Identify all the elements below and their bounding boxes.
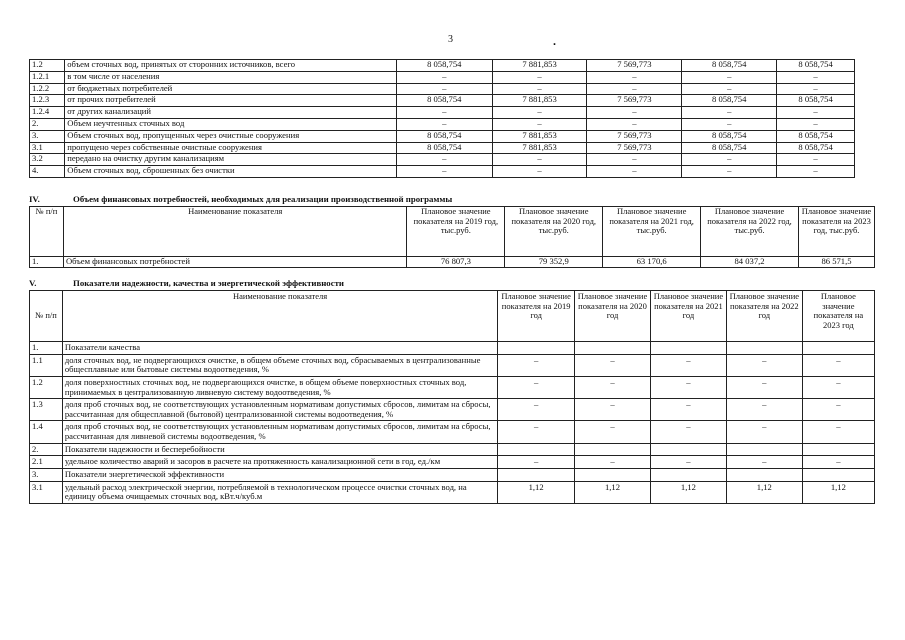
table-row: [30, 376, 875, 398]
cell-value: –: [396, 107, 492, 119]
cell-value: 8 058,754: [396, 142, 492, 154]
row-name: от бюджетных потребителей: [65, 83, 397, 95]
row-number: 1.: [30, 342, 63, 355]
cell-value: [726, 342, 802, 355]
cell-value: –: [682, 166, 777, 178]
section-title: Показатели надежности, качества и энергетической эффективности: [73, 278, 344, 288]
cell-value: 8 058,754: [396, 95, 492, 107]
cell-value: –: [726, 399, 802, 421]
cell-value: [650, 443, 726, 456]
group-row: [30, 342, 875, 355]
row-name: Объем финансовых потребностей: [63, 257, 406, 268]
cell-value: –: [498, 456, 575, 469]
cell-value: [650, 342, 726, 355]
cell-value: –: [650, 376, 726, 398]
row-number: 3.2: [30, 154, 65, 166]
cell-value: –: [587, 71, 682, 83]
table-wastewater-volume: [29, 59, 855, 178]
row-number: 4.: [30, 166, 65, 178]
cell-value: –: [650, 421, 726, 443]
cell-value: –: [777, 83, 855, 95]
row-name: доля сточных вод, не подвергающихся очистке, в общем объеме сточных вод, сбрасываемых в централизованные общесплавные или бытовые системы водоотведения, %: [62, 354, 497, 376]
row-name: удельное количество аварий и засоров в расчете на протяженность канализационной сети в год, ед./км: [62, 456, 497, 469]
cell-value: 7 569,773: [587, 60, 682, 72]
header-year: Плановое значение показателя на 2019 год: [498, 291, 575, 342]
cell-value: [802, 468, 874, 481]
row-number: 1.2.3: [30, 95, 65, 107]
cell-value: –: [682, 71, 777, 83]
cell-value: –: [492, 118, 587, 130]
row-number: 3.: [30, 130, 65, 142]
header-year: Плановое значение показателя на 2021 год: [650, 291, 726, 342]
cell-value: 8 058,754: [777, 60, 855, 72]
table-row: [30, 118, 855, 130]
cell-value: –: [802, 354, 874, 376]
cell-value: –: [777, 166, 855, 178]
table-reliability-indicators: [29, 290, 875, 504]
cell-value: –: [498, 376, 575, 398]
cell-value: 1,12: [802, 481, 874, 503]
cell-value: –: [726, 376, 802, 398]
cell-value: –: [396, 71, 492, 83]
cell-value: [575, 443, 651, 456]
cell-value: 1,12: [575, 481, 651, 503]
cell-value: 76 807,3: [407, 257, 505, 268]
cell-value: [498, 342, 575, 355]
cell-value: –: [587, 107, 682, 119]
cell-value: –: [396, 166, 492, 178]
cell-value: 86 571,5: [798, 257, 874, 268]
cell-value: –: [575, 354, 651, 376]
cell-value: 8 058,754: [682, 95, 777, 107]
table-row: [30, 71, 855, 83]
cell-value: 84 037,2: [701, 257, 799, 268]
row-number: 1.4: [30, 421, 63, 443]
cell-value: –: [587, 118, 682, 130]
cell-value: –: [492, 166, 587, 178]
cell-value: 8 058,754: [777, 130, 855, 142]
mark: .: [553, 34, 556, 48]
header-year: Плановое значение показателя на 2019 год, тыс.руб.: [407, 207, 505, 257]
row-name: объем сточных вод, принятых от сторонних источников, всего: [65, 60, 397, 72]
cell-value: –: [498, 354, 575, 376]
cell-value: –: [802, 399, 874, 421]
cell-value: 7 569,773: [587, 95, 682, 107]
cell-value: [498, 443, 575, 456]
cell-value: –: [396, 118, 492, 130]
cell-value: –: [492, 154, 587, 166]
header-name: Наименование показателя: [63, 207, 406, 257]
table-row: [30, 107, 855, 119]
table-row: [30, 130, 855, 142]
row-name: в том числе от населения: [65, 71, 397, 83]
cell-value: [575, 468, 651, 481]
cell-value: 8 058,754: [682, 60, 777, 72]
table-row: [30, 354, 875, 376]
cell-value: –: [587, 83, 682, 95]
cell-value: 1,12: [650, 481, 726, 503]
cell-value: –: [777, 107, 855, 119]
cell-value: –: [575, 399, 651, 421]
header-year: Плановое значение показателя на 2023 год: [802, 291, 874, 342]
cell-value: [498, 468, 575, 481]
cell-value: 8 058,754: [777, 142, 855, 154]
cell-value: [802, 342, 874, 355]
cell-value: –: [492, 71, 587, 83]
header-year: Плановое значение показателя на 2023 год, тыс.руб.: [798, 207, 874, 257]
row-name: доля проб сточных вод, не соответствующих установленным нормативам допустимых сбросов, лимитам на сбросы, рассчитанная для ливневой системы водоотведения, %: [62, 421, 497, 443]
cell-value: –: [726, 456, 802, 469]
section-4-heading: [29, 194, 452, 204]
row-number: 1.2.2: [30, 83, 65, 95]
row-number: 1.2: [30, 376, 63, 398]
cell-value: –: [498, 421, 575, 443]
cell-value: –: [575, 376, 651, 398]
cell-value: 7 569,773: [587, 130, 682, 142]
cell-value: –: [682, 83, 777, 95]
row-number: 1.2.1: [30, 71, 65, 83]
header-year: Плановое значение показателя на 2020 год: [575, 291, 651, 342]
table-row: [30, 481, 875, 503]
cell-value: [650, 468, 726, 481]
cell-value: –: [777, 154, 855, 166]
row-number: 1.3: [30, 399, 63, 421]
section-title: Объем финансовых потребностей, необходимых для реализации производственной программы: [73, 194, 453, 204]
section-5-heading: [29, 278, 344, 288]
table-row: [30, 83, 855, 95]
cell-value: –: [682, 107, 777, 119]
row-number: 2.1: [30, 456, 63, 469]
row-number: 2.: [30, 443, 63, 456]
section-number: IV.: [29, 194, 40, 204]
row-name: доля поверхностных сточных вод, не подвергающихся очистке, в общем объеме поверхностных сточных вод, принимаемых в централизованную ливневую систему водоотведения, %: [62, 376, 497, 398]
table-row: [30, 154, 855, 166]
cell-value: 7 881,853: [492, 142, 587, 154]
table-financial-needs: [29, 206, 875, 268]
section-number: V.: [29, 278, 37, 288]
cell-value: 8 058,754: [396, 60, 492, 72]
row-number: 1.2.4: [30, 107, 65, 119]
cell-value: 8 058,754: [682, 130, 777, 142]
cell-value: –: [650, 354, 726, 376]
cell-value: 8 058,754: [777, 95, 855, 107]
cell-value: –: [492, 107, 587, 119]
row-name: удельный расход электрической энергии, потребляемой в технологическом процессе очистки сточных вод, на единицу объема очищаемых сточных вод, кВт.ч/куб.м: [62, 481, 497, 503]
cell-value: –: [726, 421, 802, 443]
row-name: Показатели энергетической эффективности: [62, 468, 497, 481]
row-number: 1.2: [30, 60, 65, 72]
row-name: от прочих потребителей: [65, 95, 397, 107]
cell-value: 8 058,754: [682, 142, 777, 154]
cell-value: –: [777, 118, 855, 130]
table-row: [30, 421, 875, 443]
row-number: 1.: [30, 257, 64, 268]
row-number: 3.1: [30, 142, 65, 154]
cell-value: 7 881,853: [492, 60, 587, 72]
cell-value: –: [396, 154, 492, 166]
cell-value: 7 881,853: [492, 95, 587, 107]
cell-value: [802, 443, 874, 456]
cell-value: 8 058,754: [396, 130, 492, 142]
row-name: Объем сточных вод, сброшенных без очистки: [65, 166, 397, 178]
group-row: [30, 468, 875, 481]
row-number: 3.1: [30, 481, 63, 503]
row-name: пропущено через собственные очистные сооружения: [65, 142, 397, 154]
row-name: Объем неучтенных сточных вод: [65, 118, 397, 130]
cell-value: –: [726, 354, 802, 376]
header-year: Плановое значение показателя на 2021 год, тыс.руб.: [603, 207, 701, 257]
cell-value: 1,12: [498, 481, 575, 503]
cell-value: 7 569,773: [587, 142, 682, 154]
header-number: № п/п: [30, 207, 64, 257]
cell-value: –: [682, 118, 777, 130]
cell-value: [726, 468, 802, 481]
group-row: [30, 443, 875, 456]
row-name: передано на очистку другим канализациям: [65, 154, 397, 166]
cell-value: –: [575, 421, 651, 443]
cell-value: –: [802, 376, 874, 398]
row-number: 3.: [30, 468, 63, 481]
table-row: [30, 166, 855, 178]
cell-value: –: [492, 83, 587, 95]
cell-value: –: [587, 154, 682, 166]
table-row: [30, 95, 855, 107]
row-number: 2.: [30, 118, 65, 130]
table-row: [30, 399, 875, 421]
cell-value: [575, 342, 651, 355]
row-name: Показатели надежности и бесперебойности: [62, 443, 497, 456]
cell-value: –: [498, 399, 575, 421]
header-name: Наименование показателя: [62, 291, 497, 342]
header-year: Плановое значение показателя на 2022 год, тыс.руб.: [701, 207, 799, 257]
table-row: [30, 142, 855, 154]
row-name: Показатели качества: [62, 342, 497, 355]
row-name: Объем сточных вод, пропущенных через очистные сооружения: [65, 130, 397, 142]
cell-value: 63 170,6: [603, 257, 701, 268]
row-name: доля проб сточных вод, не соответствующих установленным нормативам допустимых сбросов, лимитам на сбросы, рассчитанная для общесплавной (бытовой) централизованной системы водоотведения, %: [62, 399, 497, 421]
header-number: № п/п: [30, 291, 63, 342]
cell-value: –: [802, 421, 874, 443]
header-year: Плановое значение показателя на 2022 год: [726, 291, 802, 342]
row-number: 1.1: [30, 354, 63, 376]
page-number: 3: [448, 34, 453, 45]
cell-value: –: [777, 71, 855, 83]
cell-value: –: [575, 456, 651, 469]
cell-value: –: [802, 456, 874, 469]
cell-value: [726, 443, 802, 456]
cell-value: –: [650, 399, 726, 421]
row-name: от других канализаций: [65, 107, 397, 119]
cell-value: –: [396, 83, 492, 95]
cell-value: –: [650, 456, 726, 469]
cell-value: –: [682, 154, 777, 166]
cell-value: 79 352,9: [505, 257, 603, 268]
table-row: [30, 456, 875, 469]
header-year: Плановое значение показателя на 2020 год, тыс.руб.: [505, 207, 603, 257]
table-row: [30, 60, 855, 72]
cell-value: 7 881,853: [492, 130, 587, 142]
cell-value: –: [587, 166, 682, 178]
cell-value: 1,12: [726, 481, 802, 503]
